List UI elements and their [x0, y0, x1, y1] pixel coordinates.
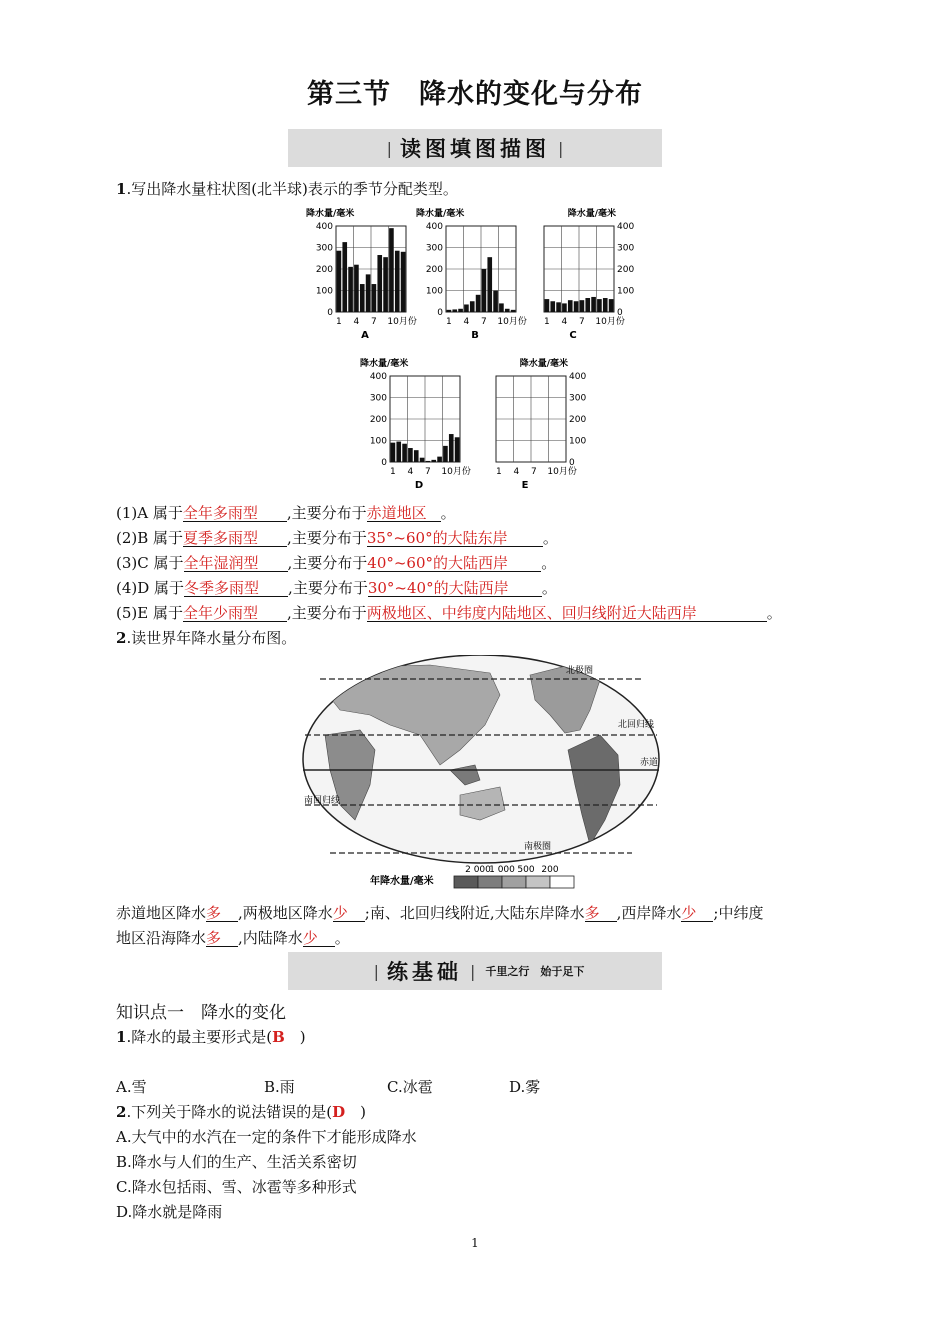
chart-panel-label: D [414, 480, 424, 491]
row-end: 。 [541, 579, 557, 597]
chart-bar [401, 252, 406, 312]
chart-bar [597, 299, 602, 312]
mc-question-1 [116, 1026, 306, 1047]
legend-swatch [550, 876, 574, 888]
chart-xtick-label: 10月份 [387, 317, 417, 327]
row-middle: ,主要分布于 [286, 604, 367, 622]
row-end: 。 [766, 604, 782, 622]
answer-distribution-region: 30°~40°的大陆西岸 [368, 580, 542, 597]
chart-bar [499, 303, 504, 312]
question-text: .读世界年降水量分布图。 [126, 629, 297, 647]
question-number: 1 [116, 1028, 127, 1046]
sentence-text: 。 [334, 929, 350, 947]
chart-bar [568, 300, 573, 312]
chart-ytick-label: 100 [425, 286, 443, 297]
answer-distribution-type: 全年少雨型 [183, 605, 287, 622]
page-number: 1 [471, 1236, 479, 1250]
map-legend [370, 862, 580, 892]
row-prefix: (5)E 属于 [116, 604, 183, 622]
chart-ytick-label: 400 [315, 222, 333, 232]
answer-row [116, 602, 782, 623]
chart-ytick-label: 100 [369, 436, 387, 447]
answer-blank: 多 [206, 905, 238, 922]
chart-bar [591, 297, 596, 312]
sentence-text: ;中纬度 [713, 904, 764, 922]
chart-bar [449, 434, 454, 462]
answer-distribution-region: 两极地区、中纬度内陆地区、回归线附近大陆西岸 [367, 605, 767, 622]
legend-swatch [478, 876, 502, 888]
chart-ytick-label: 0 [327, 308, 333, 318]
label-antarctic-circle: 南极圈 [524, 842, 552, 852]
row-middle: ,主要分布于 [287, 554, 368, 572]
answer-blank: 多 [585, 905, 617, 922]
option-d: D.降水就是降雨 [116, 1203, 223, 1221]
legend-swatch [454, 876, 478, 888]
section-banner-practice [288, 952, 662, 990]
chart-bar [482, 269, 487, 312]
chart-xtick-label: 1 [544, 317, 550, 327]
question-number: 1 [116, 180, 127, 198]
label-tropic-of-cancer: 北回归线 [618, 720, 655, 730]
chart-bar [431, 460, 436, 462]
chart-ytick-label: 200 [617, 265, 635, 275]
question-number: 2 [116, 1103, 127, 1121]
chart-bar [408, 448, 413, 462]
row-prefix: (2)B 属于 [116, 529, 184, 547]
chart-xtick-label: 10月份 [497, 317, 527, 327]
chart-bar [348, 267, 353, 312]
chart-bar [487, 257, 492, 312]
question-text: .写出降水量柱状图(北半球)表示的季节分配类型。 [126, 180, 458, 198]
chart-bar [342, 242, 347, 312]
answer-blank: 少 [303, 930, 335, 947]
chart-bar [426, 461, 431, 462]
chart-bar [383, 257, 388, 312]
chart-bar [580, 300, 585, 312]
chart-ylabel: 降水量/毫米 [567, 209, 616, 219]
chart-bar [545, 299, 550, 312]
chart-bar [574, 301, 579, 312]
answer-distribution-type: 夏季多雨型 [183, 530, 287, 547]
chart-panel-label: A [361, 330, 369, 341]
chart-ylabel: 降水量/毫米 [519, 359, 568, 369]
chart-bar [556, 302, 561, 312]
answer-row [116, 527, 558, 548]
legend-value: 500 [517, 865, 535, 875]
chart-xtick-label: 7 [425, 467, 431, 477]
precipitation-charts [300, 200, 660, 500]
sentence-text: 赤道地区降水 [116, 904, 207, 922]
banner-bar-left: | [386, 138, 392, 158]
label-equator: 赤道 [640, 758, 659, 768]
answer-row [116, 502, 456, 523]
answer-blank: 少 [333, 905, 365, 922]
chart-xtick-label: 10月份 [547, 467, 577, 477]
chart-ytick-label: 400 [617, 222, 635, 232]
answer-row [116, 552, 556, 573]
option-b: B.雨 [264, 1078, 295, 1096]
mc-question-1-options [116, 1076, 540, 1097]
chart-bar [391, 443, 396, 462]
banner-subtitle: 千里之行 始于足下 [485, 965, 585, 978]
chart-bar [366, 274, 371, 312]
sentence-text: ,两极地区降水 [238, 904, 333, 922]
map-sentence-2 [116, 927, 350, 948]
row-end: 。 [440, 504, 456, 522]
legend-value: 1 000 [489, 865, 515, 875]
chart-xtick-label: 4 [407, 467, 414, 477]
map-sentence-1 [116, 902, 763, 923]
section-banner-read-map [288, 129, 662, 167]
chart-ytick-label: 400 [569, 372, 587, 382]
chart-ytick-label: 200 [315, 265, 333, 275]
question-text: .降水的最主要形式是( [126, 1028, 273, 1046]
chart-bar [414, 450, 419, 462]
row-middle: ,主要分布于 [286, 504, 367, 522]
chart-bar [476, 295, 481, 312]
legend-swatch [526, 876, 550, 888]
chart-xtick-label: 4 [561, 317, 568, 327]
sentence-text: ,内陆降水 [238, 929, 303, 947]
chart-bar [511, 310, 516, 312]
chart-bar [452, 309, 457, 312]
answer-choice: D [332, 1103, 346, 1121]
chart-bar [505, 309, 510, 312]
chart-bar [550, 301, 555, 312]
chart-bar [562, 303, 567, 312]
option-a: A.大气中的水汽在一定的条件下才能形成降水 [116, 1128, 417, 1146]
sentence-text: 地区沿海降水 [116, 929, 207, 947]
chart-panel-label: E [521, 480, 529, 491]
chart-bar [389, 228, 394, 312]
chart-xtick-label: 7 [579, 317, 585, 327]
label-tropic-of-capricorn: 南回归线 [304, 796, 341, 806]
chart-bar [395, 251, 400, 312]
legend-value: 200 [541, 865, 559, 875]
chart-bar [420, 458, 425, 462]
chart-ytick-label: 300 [315, 243, 333, 254]
chart-bar [585, 298, 590, 312]
question-number: 2 [116, 629, 127, 647]
row-end: 。 [542, 529, 558, 547]
chart-bar [443, 446, 448, 462]
chart-xtick-label: 7 [371, 317, 377, 327]
answer-blank: 少 [681, 905, 713, 922]
chart-bar [493, 291, 498, 313]
chart-ytick-label: 400 [425, 222, 443, 232]
answer-distribution-region: 赤道地区 [367, 505, 441, 522]
row-middle: ,主要分布于 [288, 579, 368, 597]
chart-xtick-label: 7 [481, 317, 487, 327]
row-prefix: (1)A 属于 [116, 504, 183, 522]
chart-ytick-label: 300 [369, 393, 387, 404]
chart-xtick-label: 7 [531, 467, 537, 477]
chart-panel-label: B [471, 330, 479, 341]
knowledge-point-heading: 知识点一 降水的变化 [116, 1003, 286, 1023]
chart-xtick-label: 10月份 [595, 317, 625, 327]
chart-ytick-label: 400 [369, 372, 387, 382]
world-precipitation-map [300, 655, 662, 887]
question-2 [116, 627, 296, 648]
answer-row [116, 577, 557, 598]
chart-xtick-label: 4 [513, 467, 520, 477]
chart-ylabel: 降水量/毫米 [360, 359, 409, 369]
chart-ytick-label: 300 [569, 393, 587, 404]
sentence-text: ;南、北回归线附近,大陆东岸降水 [364, 904, 585, 922]
chart-bar [360, 284, 365, 312]
answer-distribution-type: 全年多雨型 [183, 505, 287, 522]
chart-xtick-label: 4 [463, 317, 470, 327]
chart-bar [372, 284, 377, 312]
option-c: C.降水包括雨、雪、冰雹等多种形式 [116, 1178, 357, 1196]
chart-bar [337, 251, 342, 312]
chart-bar [402, 444, 407, 462]
chart-ytick-label: 200 [569, 415, 587, 425]
question-close: ) [284, 1028, 306, 1046]
sentence-text: ,西岸降水 [616, 904, 682, 922]
chart-ytick-label: 100 [569, 436, 587, 447]
chart-bar [377, 255, 382, 312]
legend-swatch [502, 876, 526, 888]
chart-bar [447, 310, 452, 312]
banner-bar-left: | [373, 961, 379, 981]
chart-ytick-label: 0 [617, 308, 623, 318]
chart-xtick-label: 1 [336, 317, 342, 327]
banner-title: 读图填图描图 [400, 137, 550, 161]
option-d: D.雾 [509, 1078, 541, 1096]
chart-bar [437, 457, 442, 462]
banner-title: 练基础 [387, 960, 462, 984]
chart-xtick-label: 1 [390, 467, 396, 477]
chart-ytick-label: 200 [369, 415, 387, 425]
chart-ytick-label: 0 [569, 458, 575, 468]
answer-distribution-region: 35°~60°的大陆东岸 [367, 530, 543, 547]
legend-title: 年降水量/毫米 [370, 876, 434, 887]
banner-bar-right: | [470, 961, 476, 981]
chart-bar [354, 265, 359, 312]
legend-value: 2 000 [465, 865, 491, 875]
answer-choice: B [272, 1028, 285, 1046]
chart-ytick-label: 0 [381, 458, 387, 468]
row-middle: ,主要分布于 [287, 529, 367, 547]
chart-ytick-label: 100 [315, 286, 333, 297]
option-c: C.冰雹 [387, 1078, 433, 1096]
chart-bar [470, 301, 475, 312]
chart-bar [464, 304, 469, 312]
mc-question-2 [116, 1101, 366, 1122]
banner-bar-right: | [558, 138, 564, 158]
chart-ylabel: 降水量/毫米 [416, 209, 465, 219]
chart-xtick-label: 4 [353, 317, 360, 327]
option-a: A.雪 [116, 1078, 147, 1096]
chart-xtick-label: 10月份 [441, 467, 471, 477]
question-text: .下列关于降水的说法错误的是( [126, 1103, 333, 1121]
chart-panel-label: C [569, 330, 577, 341]
page-title: 第三节 降水的变化与分布 [307, 79, 643, 110]
chart-bar [609, 299, 614, 312]
chart-ytick-label: 200 [425, 265, 443, 275]
answer-blank: 多 [206, 930, 238, 947]
chart-ylabel: 降水量/毫米 [306, 209, 355, 219]
row-end: 。 [541, 554, 557, 572]
chart-xtick-label: 1 [446, 317, 452, 327]
answer-distribution-type: 全年湿润型 [184, 555, 288, 572]
chart-bar [455, 437, 460, 462]
chart-ytick-label: 300 [425, 243, 443, 254]
chart-ytick-label: 300 [617, 243, 635, 254]
chart-xtick-label: 1 [496, 467, 502, 477]
answer-distribution-region: 40°~60°的大陆西岸 [367, 555, 541, 572]
chart-bar [396, 442, 401, 462]
question-1 [116, 178, 458, 199]
row-prefix: (3)C 属于 [116, 554, 184, 572]
chart-bar [603, 298, 608, 312]
chart-ytick-label: 0 [437, 308, 443, 318]
label-arctic-circle: 北极圈 [566, 666, 594, 676]
row-prefix: (4)D 属于 [116, 579, 185, 597]
chart-bar [458, 309, 463, 312]
question-close: ) [345, 1103, 366, 1121]
option-b: B.降水与人们的生产、生活关系密切 [116, 1153, 357, 1171]
chart-ytick-label: 100 [617, 286, 635, 297]
answer-distribution-type: 冬季多雨型 [184, 580, 288, 597]
